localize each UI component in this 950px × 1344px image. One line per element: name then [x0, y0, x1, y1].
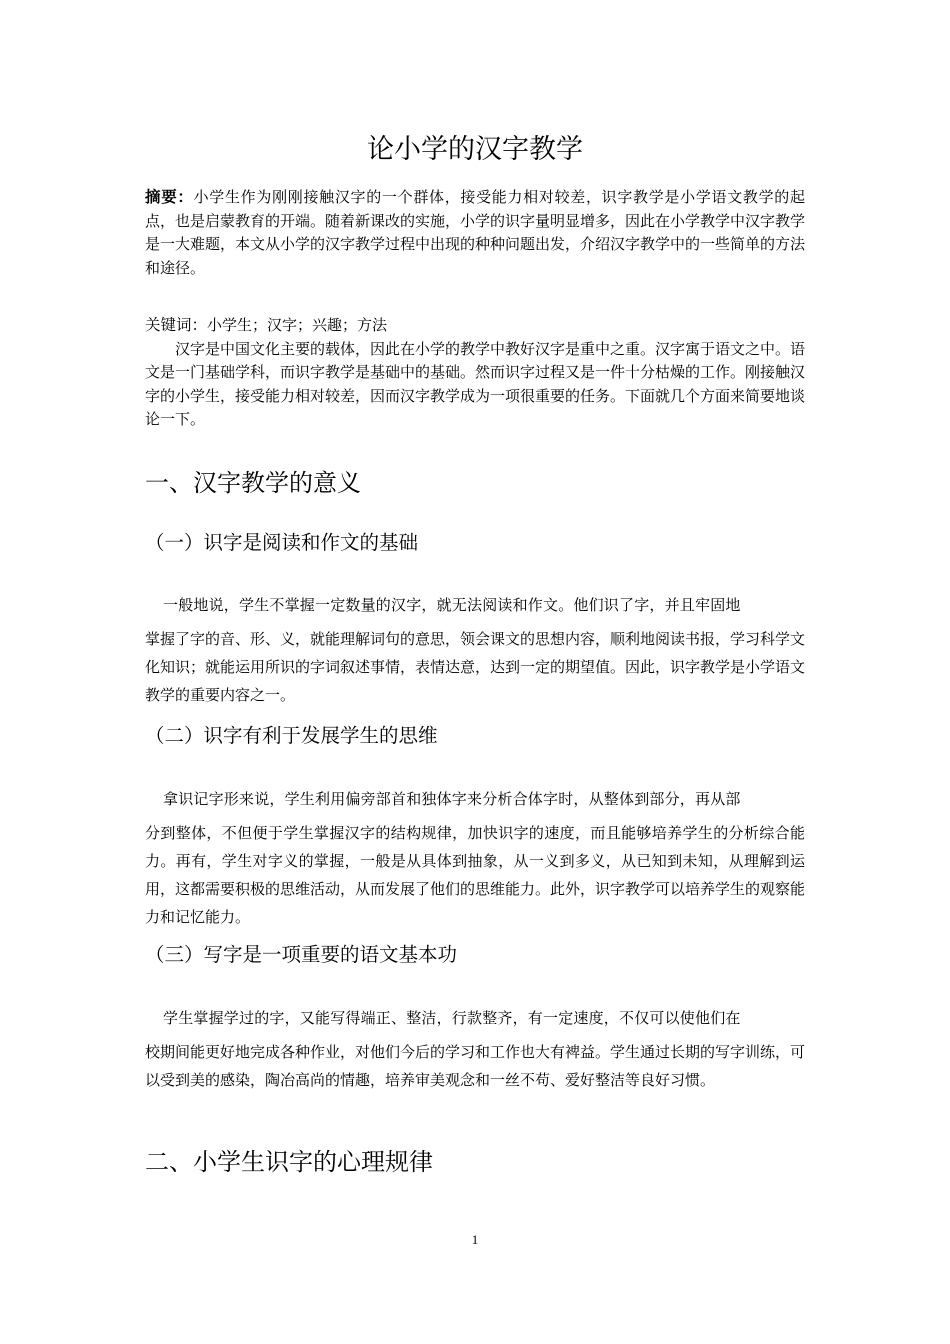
subsection-3-text: 校期间能更好地完成各种作业，对他们今后的学习和工作也大有裨益。学生通过长期的写字训练，可以受到美的感染，陶冶高尚的情趣，培养审美观念和一丝不苟、爱好整洁等良好习惯。: [145, 1043, 806, 1089]
subsection-1-text: 掌握了字的音、形、义，就能理解词句的意思，领会课文的思想内容，顺利地阅读书报，学习科学文化知识；就能运用所识的字词叙述事情，表情达意，达到一定的期望值。因此，识字教学是小学语文教学的重要内容之一。: [145, 630, 806, 704]
document-title: 论小学的汉字教学: [367, 134, 583, 165]
subsection-2-first-line: 拿识记字形来说，学生利用偏旁部首和独体字来分析合体字时，从整体到部分，再从部: [163, 790, 741, 808]
subsection-2-text: 分到整体，不但便于学生掌握汉字的结构规律，加快识字的速度，而且能够培养学生的分析综合能力。再有，学生对字义的掌握，一般是从具体到抽象，从一义到多义，从已知到未知，从理解到运用，这都需要积极的思维活动，从而发展了他们的思维能力。此外，识字教学可以培养学生的观察能力和记忆能力。: [145, 824, 806, 926]
keywords-paragraph: [145, 314, 805, 432]
subsection-2-heading: （二）识字有利于发展学生的思维: [145, 724, 438, 747]
subsection-1-first-line: 一般地说，学生不掌握一定数量的汉字，就无法阅读和作文。他们识了字，并且牢固地: [163, 596, 741, 614]
subsection-3-heading: （三）写字是一项重要的语文基本功: [145, 943, 458, 966]
keywords-label: 关键词：: [145, 316, 208, 334]
subsection-3-body: [145, 1004, 805, 1094]
abstract-label: 摘要：: [145, 188, 194, 206]
intro-paragraph: 汉字是中国文化主要的载体，因此在小学的教学中教好汉字是重中之重。汉字寓于语文之中。语文是一门基础学科，而识字教学是基础中的基础。然而识字过程又是一件十分枯燥的工作。刚接触汉字的小学生，接受能力相对较差，因而汉字教学成为一项很重要的任务。下面就几个方面来简要地谈论一下。: [145, 339, 806, 428]
keywords-text: 小学生；汉字；兴趣；方法: [207, 316, 388, 334]
subsection-1-body: [145, 591, 805, 709]
abstract-paragraph: [145, 186, 805, 280]
section-2-heading: 二、小学生识字的心理规律: [145, 1148, 433, 1176]
subsection-1-heading: （一）识字是阅读和作文的基础: [145, 531, 419, 554]
abstract-text: 小学生作为刚刚接触汉字的一个群体，接受能力相对较差，识字教学是小学语文教学的起点，也是启蒙教育的开端。随着新课改的实施，小学的识字量明显增多，因此在小学教学中汉字教学是一大难题，本文从小学的汉字教学过程中出现的种种问题出发，介绍汉字教学中的一些简单的方法和途径。: [145, 188, 806, 277]
section-1-heading: 一、汉字教学的意义: [145, 469, 361, 497]
subsection-3-first-line: 学生掌握学过的字，又能写得端正、整洁，行款整齐，有一定速度，不仅可以使他们在: [163, 1009, 741, 1027]
page-number: 1: [471, 1232, 479, 1247]
subsection-2-body: [145, 785, 805, 931]
